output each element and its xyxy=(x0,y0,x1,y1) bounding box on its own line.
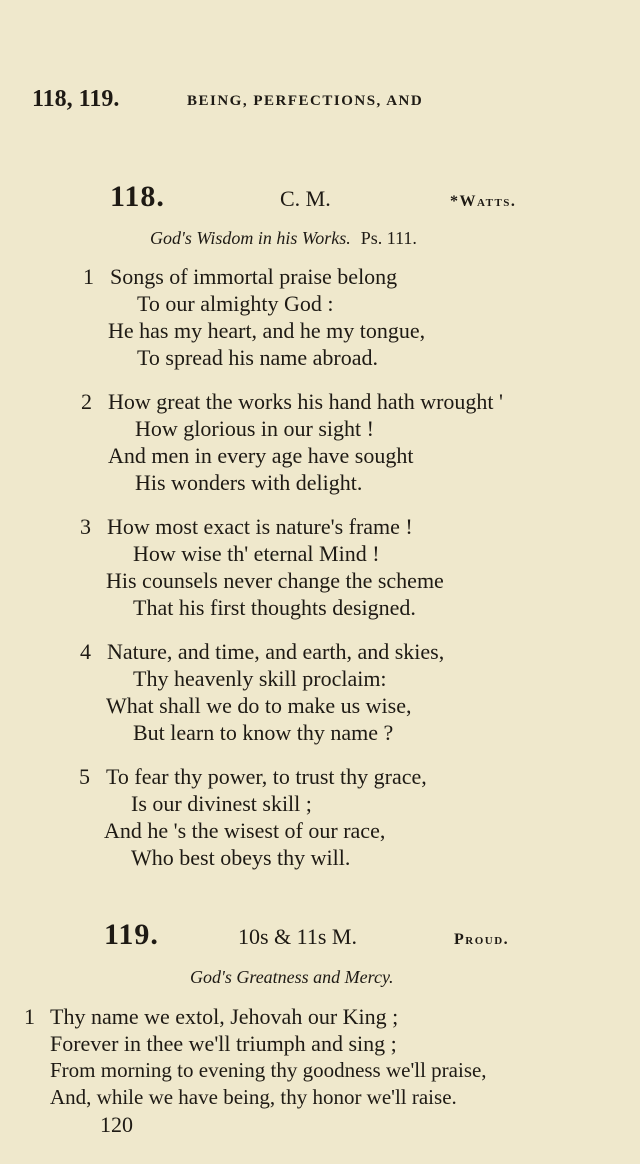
running-head-title: BEING, PERFECTIONS, AND xyxy=(187,93,424,109)
hymn-119-header xyxy=(0,918,640,958)
hymn-meter: 10s & 11s M. xyxy=(238,924,357,949)
verse-line: His counsels never change the scheme xyxy=(106,568,444,593)
verse-line: That his first thoughts designed. xyxy=(133,595,416,620)
verse-line: And he 's the wisest of our race, xyxy=(104,818,386,843)
verse-line: Nature, and time, and earth, and skies, xyxy=(107,639,445,664)
running-head xyxy=(32,86,592,113)
stanza-number: 1 xyxy=(24,1004,35,1029)
verse-line: How glorious in our sight ! xyxy=(135,416,374,441)
verse-line: His wonders with delight. xyxy=(135,470,363,495)
scripture-reference: Ps. 111. xyxy=(360,228,417,248)
verse-line: What shall we do to make us wise, xyxy=(106,693,412,718)
verse-line: To fear thy power, to trust thy grace, xyxy=(106,764,427,789)
verse-line: Forever in thee we'll triumph and sing ; xyxy=(50,1031,397,1056)
verse-line: To spread his name abroad. xyxy=(137,345,378,370)
hymn-118-subtitle xyxy=(150,228,550,249)
verse-line: Thy heavenly skill proclaim: xyxy=(133,666,387,691)
stanza-number: 3 xyxy=(80,514,91,539)
subtitle-text: God's Wisdom in his Works. xyxy=(150,228,351,248)
stanza-number: 5 xyxy=(79,764,90,789)
page-number: 120 xyxy=(100,1112,133,1137)
hymn-author: *Watts. xyxy=(450,193,517,210)
running-head-numbers: 118, 119. xyxy=(32,86,120,112)
verse-line: Thy name we extol, Jehovah our King ; xyxy=(50,1004,399,1029)
verse-line: From morning to evening thy goodness we'll praise, xyxy=(50,1058,487,1082)
stanza-number: 2 xyxy=(81,389,92,414)
hymn-author: Proud. xyxy=(454,931,510,948)
verse-line: He has my heart, and he my tongue, xyxy=(108,318,426,343)
stanza-number: 1 xyxy=(83,264,94,289)
hymn-119-subtitle xyxy=(190,967,490,988)
verse-line: But learn to know thy name ? xyxy=(133,720,394,745)
hymn-118-header xyxy=(0,180,640,220)
hymn-number: 118. xyxy=(110,180,165,213)
stanza-number: 4 xyxy=(80,639,91,664)
verse-line: How great the works his hand hath wrought ' xyxy=(108,389,504,414)
verse-line: How most exact is nature's frame ! xyxy=(107,514,413,539)
hymn-number: 119. xyxy=(104,918,159,951)
verse-line: Is our divinest skill ; xyxy=(131,791,312,816)
verse-line: To our almighty God : xyxy=(137,291,334,316)
verse-line: And, while we have being, thy honor we'll raise. xyxy=(50,1085,457,1109)
hymn-meter: C. M. xyxy=(280,186,331,211)
verse-line: How wise th' eternal Mind ! xyxy=(133,541,380,566)
verse-line: And men in every age have sought xyxy=(108,443,414,468)
subtitle-text: God's Greatness and Mercy. xyxy=(190,967,394,987)
verse-line: Songs of immortal praise belong xyxy=(110,264,398,289)
verse-line: Who best obeys thy will. xyxy=(131,845,351,870)
